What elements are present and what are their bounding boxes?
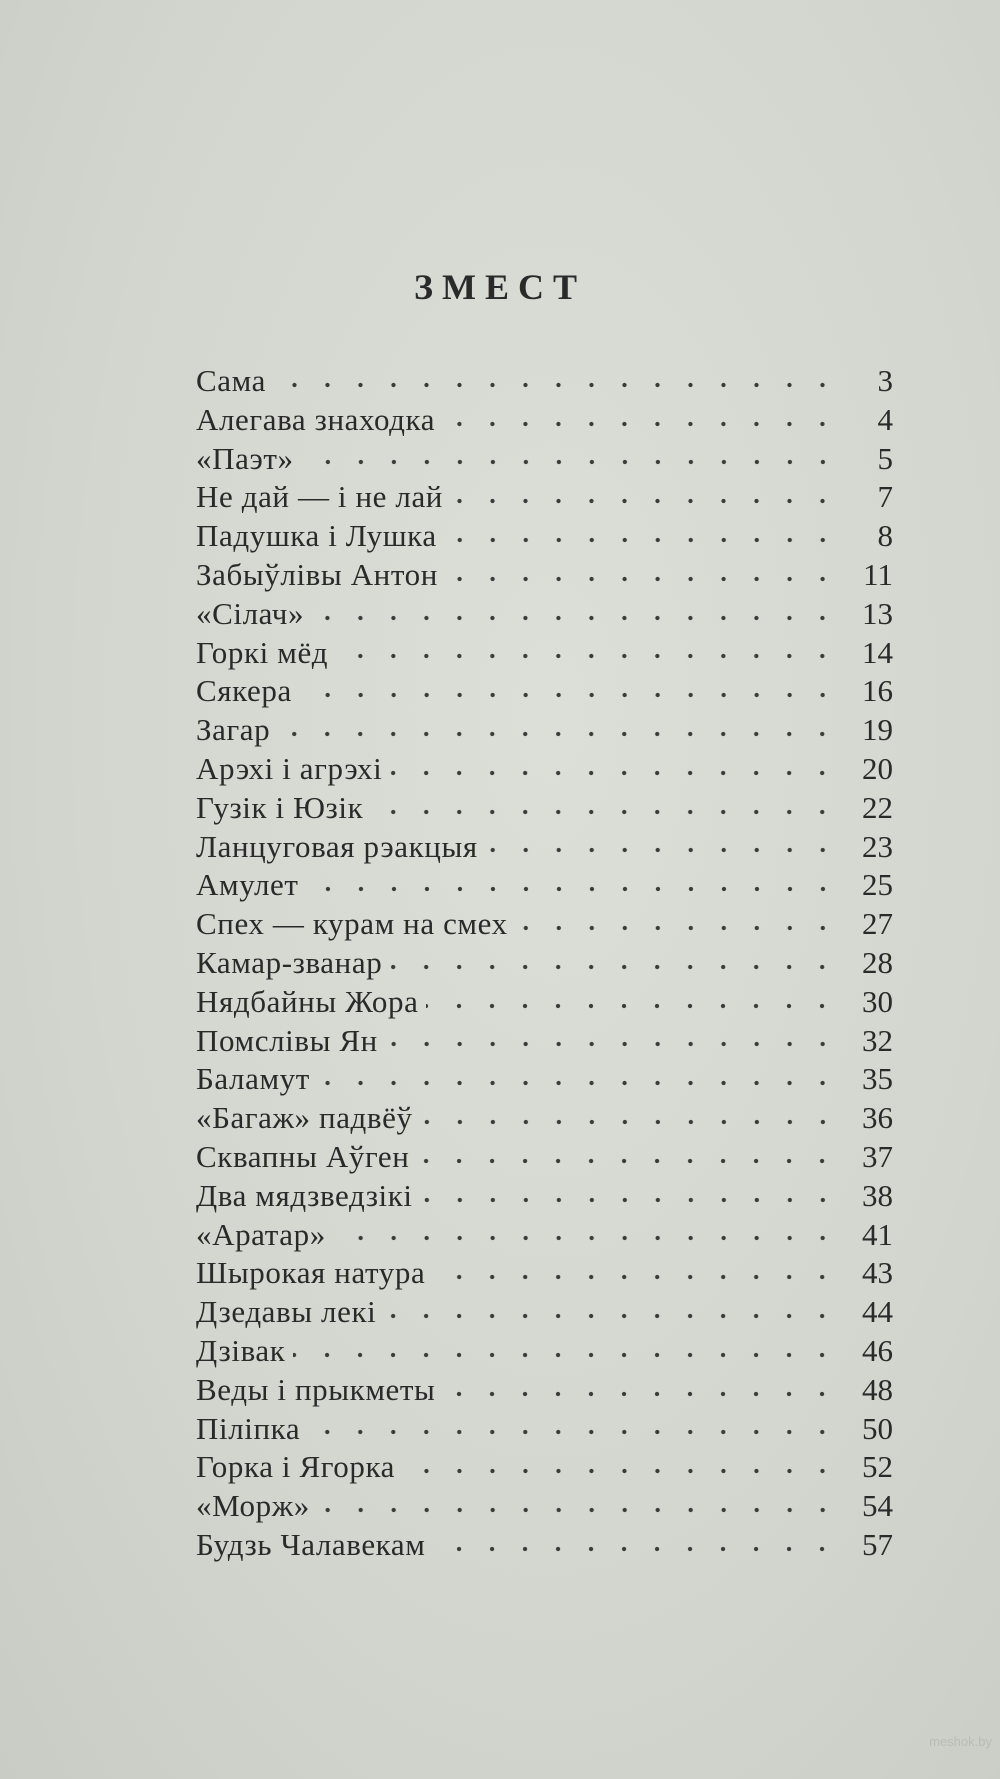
toc-entry-title: Не дай — і не лай xyxy=(196,479,443,515)
toc-entry-page-number: 30 xyxy=(862,983,893,1019)
toc-entry-page-number: 48 xyxy=(862,1371,893,1407)
toc-entry xyxy=(196,944,893,983)
toc-entry-title: Спех — курам на смех xyxy=(196,906,508,942)
toc-entry xyxy=(196,440,893,479)
toc-entry-title: Будзь Чалавекам xyxy=(196,1526,426,1562)
toc-entry-page-number: 38 xyxy=(862,1177,893,1213)
toc-leader-dots xyxy=(308,1427,839,1437)
toc-leader-dots xyxy=(421,1195,839,1205)
toc-entry xyxy=(196,1254,893,1293)
toc-leader-dots xyxy=(445,535,839,545)
toc-leader-dots xyxy=(451,496,839,506)
toc-entry-page-number: 43 xyxy=(862,1255,893,1291)
toc-entry xyxy=(196,1410,893,1449)
toc-entry xyxy=(196,517,893,556)
toc-entry-title: Падушка і Лушка xyxy=(196,518,437,554)
toc-entry-page-number: 16 xyxy=(862,673,893,709)
toc-entry xyxy=(196,866,893,905)
toc-entry-page-number: 7 xyxy=(877,479,893,515)
toc-entry-title: «Морж» xyxy=(196,1488,310,1524)
toc-entry-title: Арэхі і агрэхі xyxy=(196,750,383,786)
toc-leader-dots xyxy=(390,768,839,778)
toc-entry-title: Сама xyxy=(196,363,267,398)
toc-entry-title: Дзедавы лекі xyxy=(196,1294,377,1330)
toc-entry-title: Шырокая натура xyxy=(196,1255,426,1291)
toc-entry xyxy=(196,401,893,440)
toc-leader-dots xyxy=(300,690,839,700)
toc-entry-title: Алегава знаходка xyxy=(196,401,436,437)
toc-entry-page-number: 50 xyxy=(862,1410,893,1446)
toc-entry-title: Гузік і Юзік xyxy=(196,789,364,825)
toc-entry xyxy=(196,1022,893,1061)
toc-leader-dots xyxy=(307,884,839,894)
toc-entry-page-number: 46 xyxy=(862,1332,893,1368)
toc-entry xyxy=(196,1487,893,1526)
toc-entry-title: Нядбайны Жора xyxy=(196,983,419,1019)
toc-entry xyxy=(196,1138,893,1177)
toc-entry-page-number: 32 xyxy=(862,1022,893,1058)
toc-entry-title: Загар xyxy=(196,712,271,748)
toc-leader-dots xyxy=(384,1311,839,1321)
toc-leader-dots xyxy=(443,419,839,429)
toc-entry-title: «Багаж» падвёў xyxy=(196,1100,413,1136)
toc-entry-page-number: 25 xyxy=(862,867,893,903)
toc-entry-page-number: 14 xyxy=(862,634,893,670)
toc-entry xyxy=(196,1177,893,1216)
toc-entry xyxy=(196,711,893,750)
toc-entry-title: Веды і прыкметы xyxy=(196,1371,436,1407)
toc-entry xyxy=(196,1526,893,1565)
toc-entry-page-number: 35 xyxy=(862,1061,893,1097)
toc-entry-page-number: 5 xyxy=(877,440,893,476)
toc-leader-dots xyxy=(336,651,839,661)
toc-entry-title: «Паэт» xyxy=(196,440,294,476)
toc-leader-dots xyxy=(302,457,839,467)
toc-entry xyxy=(196,1332,893,1371)
toc-leader-dots xyxy=(312,613,839,623)
toc-leader-dots xyxy=(390,962,839,972)
toc-entry-page-number: 13 xyxy=(862,595,893,631)
toc-entry xyxy=(196,983,893,1022)
toc-leader-dots xyxy=(443,1389,839,1399)
toc-entry-page-number: 54 xyxy=(862,1488,893,1524)
toc-leader-dots xyxy=(318,1505,839,1515)
toc-entry-title: Сякера xyxy=(196,673,292,709)
toc-entry xyxy=(196,595,893,634)
toc-leader-dots xyxy=(293,1350,839,1360)
toc-leader-dots xyxy=(403,1466,839,1476)
toc-leader-dots xyxy=(318,1078,839,1088)
toc-leader-dots xyxy=(334,1233,839,1243)
toc-entry-title: «Аратар» xyxy=(196,1216,326,1252)
table-of-contents xyxy=(196,362,893,1565)
toc-entry xyxy=(196,750,893,789)
toc-entry-title: Камар-званар xyxy=(196,944,383,980)
toc-leader-dots xyxy=(421,1117,839,1127)
toc-leader-dots xyxy=(426,1001,839,1011)
toc-entry xyxy=(196,634,893,673)
toc-leader-dots xyxy=(433,1544,839,1554)
toc-entry-title: Забыўлівы Антон xyxy=(196,556,438,592)
toc-entry-page-number: 19 xyxy=(862,712,893,748)
toc-entry xyxy=(196,556,893,595)
toc-entry xyxy=(196,1099,893,1138)
toc-leader-dots xyxy=(433,1272,839,1282)
toc-entry-title: Піліпка xyxy=(196,1410,301,1446)
toc-leader-dots xyxy=(516,923,839,933)
toc-entry xyxy=(196,1293,893,1332)
toc-entry xyxy=(196,672,893,711)
toc-leader-dots xyxy=(371,807,839,817)
toc-entry xyxy=(196,478,893,517)
toc-entry-page-number: 22 xyxy=(862,789,893,825)
toc-entry-page-number: 27 xyxy=(862,906,893,942)
toc-entry xyxy=(196,828,893,867)
toc-entry-page-number: 3 xyxy=(877,363,893,398)
toc-entry-page-number: 57 xyxy=(862,1526,893,1562)
toc-entry-page-number: 11 xyxy=(863,556,893,592)
toc-leader-dots xyxy=(486,845,839,855)
toc-entry-page-number: 36 xyxy=(862,1100,893,1136)
toc-entry xyxy=(196,1216,893,1255)
toc-entry-page-number: 23 xyxy=(862,828,893,864)
toc-entry-page-number: 20 xyxy=(862,750,893,786)
toc-leader-dots xyxy=(417,1156,839,1166)
toc-leader-dots xyxy=(278,729,839,739)
toc-entry-title: Сквапны Аўген xyxy=(196,1138,410,1174)
toc-entry xyxy=(196,789,893,828)
toc-entry xyxy=(196,1060,893,1099)
toc-entry-page-number: 37 xyxy=(862,1138,893,1174)
watermark: meshok.by xyxy=(929,1734,992,1749)
toc-entry-title: Помслівы Ян xyxy=(196,1022,378,1058)
toc-leader-dots xyxy=(446,574,839,584)
toc-entry xyxy=(196,1448,893,1487)
toc-entry xyxy=(196,1371,893,1410)
toc-entry-title: Баламут xyxy=(196,1061,310,1097)
toc-entry xyxy=(196,905,893,944)
toc-entry-title: Два мядзведзікі xyxy=(196,1177,413,1213)
page-title: ЗМЕСТ xyxy=(413,267,586,307)
toc-entry-page-number: 52 xyxy=(862,1449,893,1485)
toc-entry-title: Дзівак xyxy=(196,1332,286,1368)
toc-entry-page-number: 41 xyxy=(862,1216,893,1252)
toc-entry-title: «Сілач» xyxy=(196,595,305,631)
toc-entry-page-number: 4 xyxy=(877,401,893,437)
toc-entry-title: Горка і Ягорка xyxy=(196,1449,396,1485)
toc-entry xyxy=(196,362,893,401)
toc-leader-dots xyxy=(386,1039,839,1049)
toc-entry-title: Амулет xyxy=(196,867,299,903)
toc-entry-page-number: 8 xyxy=(877,518,893,554)
toc-entry-title: Горкі мёд xyxy=(196,634,329,670)
toc-entry-page-number: 28 xyxy=(862,944,893,980)
toc-leader-dots xyxy=(274,380,839,390)
toc-entry-title: Ланцуговая рэакцыя xyxy=(196,828,478,864)
toc-entry-page-number: 44 xyxy=(862,1294,893,1330)
